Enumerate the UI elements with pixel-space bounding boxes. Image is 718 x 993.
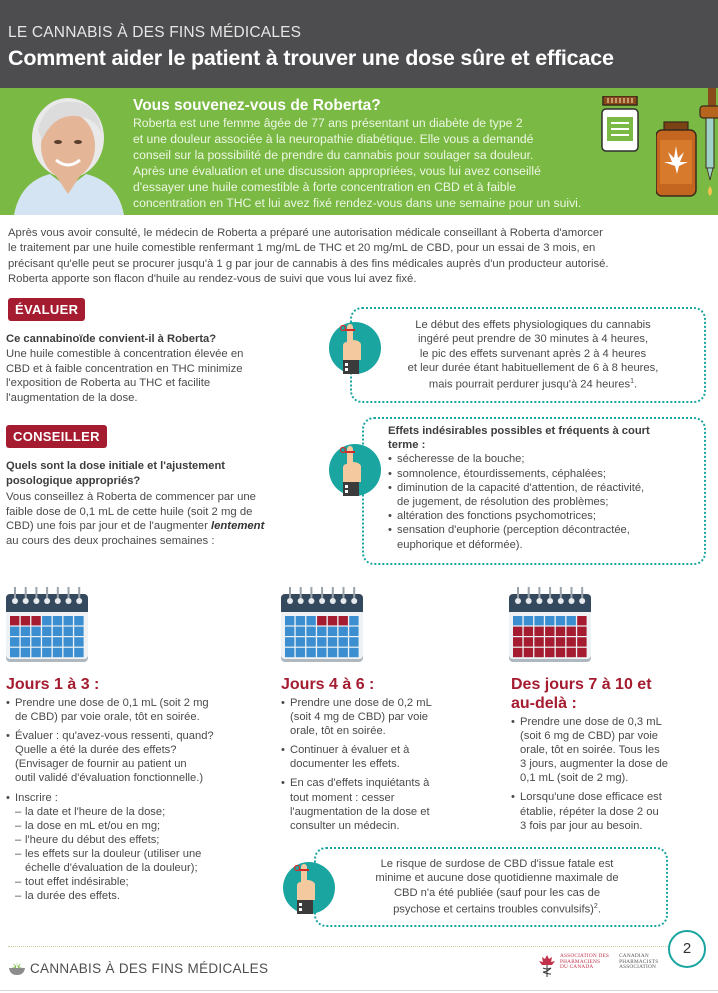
- text-line: orale, tôt en soirée. Tous les: [520, 744, 660, 757]
- calendar-ring-hole: [23, 598, 29, 604]
- calendar-day-cell: [53, 616, 62, 625]
- calendar-ring-hole: [547, 598, 553, 604]
- onset-line-text: mais pourrait perdurer jusqu'à 24 heures: [428, 378, 631, 391]
- calendar-day-cell: [545, 637, 554, 646]
- calendar-ring-hole: [351, 598, 357, 604]
- calendar-day-cell: [317, 637, 326, 646]
- evaluer-line: l'augmentation de la dose.: [6, 391, 138, 404]
- calendar-day-cell: [524, 627, 533, 636]
- conseiller-line: faible dose de 0,1 mL de cette huile (soit 2 mg de: [6, 505, 253, 518]
- header-kicker: LE CANNABIS À DES FINS MÉDICALES: [8, 24, 302, 41]
- instruction-item: [6, 696, 266, 724]
- calendar-day-cell: [513, 616, 522, 625]
- assoc-line: PHARMACISTS: [619, 958, 659, 965]
- text-line: (Envisager de fournir au patient un: [15, 758, 187, 771]
- calendar-day-cell: [42, 616, 51, 625]
- calendar-day-cell: [545, 627, 554, 636]
- text-line: • En cas d'effets inquiétants à: [290, 777, 430, 790]
- text-line: (soit 4 mg de CBD) par voie: [290, 711, 429, 724]
- calendar-days-1-3-icon: [6, 584, 88, 662]
- title-line: Des jours 7 à 10 et: [511, 676, 652, 693]
- calendar-day-cell: [21, 627, 30, 636]
- effect-text: somnolence, étourdissements, céphalées;: [397, 467, 606, 480]
- calendar-ring-hole: [536, 598, 542, 604]
- calendar-day-cell: [31, 648, 40, 657]
- instruction-item: [281, 696, 491, 738]
- calendar-day-cell: [349, 637, 358, 646]
- evaluer-text: [6, 347, 243, 405]
- calendar-day-cell: [567, 627, 576, 636]
- calendar-day-cell: [285, 616, 294, 625]
- record-item: [15, 847, 266, 875]
- calendar-day-cell: [296, 616, 305, 625]
- conseiller-question: [6, 459, 225, 488]
- footnote-ref[interactable]: 1: [630, 378, 634, 386]
- calendar-ring-hole: [319, 598, 325, 604]
- calendar-days-7-plus-icon: [509, 584, 591, 662]
- calendar-header-bottom: [509, 606, 591, 612]
- calendar-ring-hole: [569, 598, 575, 604]
- calendar-day-cell: [513, 627, 522, 636]
- calendar-day-cell: [524, 648, 533, 657]
- calendar-ring-hole: [33, 598, 39, 604]
- calendar-ring-hole: [55, 598, 61, 604]
- calendar-day-cell: [349, 627, 358, 636]
- calendar-day-cell: [285, 627, 294, 636]
- days-1-3-list: [6, 696, 266, 903]
- reminder-finger-icon: [329, 322, 381, 374]
- calendar-day-cell: [545, 648, 554, 657]
- banner-text: [133, 115, 603, 212]
- calendar-day-cell: [296, 648, 305, 657]
- text-line: • Évaluer : qu'avez-vous ressenti, quand?: [15, 730, 214, 743]
- text-line: 3 fois par jour au besoin.: [520, 819, 643, 832]
- text-line: • Inscrire :: [15, 791, 58, 804]
- calendar-day-cell: [556, 616, 565, 625]
- page-number: 2: [668, 930, 706, 968]
- footer-brand: [8, 960, 268, 976]
- onset-line: le pic des effets survenant après 2 à 4 heures: [419, 347, 647, 360]
- mortar-leaf-icon: [8, 960, 26, 976]
- banner-line: Après une évaluation et une discussion appropriées, vous lui avez conseillé: [133, 164, 541, 179]
- text-line: – la date et l'heure de la dose;: [25, 805, 166, 818]
- calendar-day-cell: [317, 648, 326, 657]
- text-line: • Lorsqu'une dose efficace est: [520, 791, 662, 804]
- text-line: • Prendre une dose de 0,3 mL: [520, 716, 662, 728]
- calendar-ring-hole: [66, 598, 72, 604]
- emphasis-lentement: lentement: [210, 520, 265, 533]
- footer-brand-text: CANNABIS À DES FINS MÉDICALES: [30, 960, 269, 976]
- calendar-day-cell: [42, 627, 51, 636]
- assoc-line: PHARMACIENS: [560, 958, 601, 965]
- calendar-day-cell: [567, 616, 576, 625]
- text-line: échelle d'évaluation de la douleur);: [25, 862, 198, 875]
- calendar-day-cell: [74, 637, 83, 646]
- calendar-header-bottom: [281, 606, 363, 612]
- calendar-day-cell: [545, 616, 554, 625]
- record-item: [15, 889, 266, 903]
- calendar-day-cell: [328, 627, 337, 636]
- calendar-ring-hole: [579, 598, 585, 604]
- intro-line: le traitement par une huile comestible renfermant 1 mg/mL de THC et 20 mg/mL de CBD, pour un essai de 3 mois, en: [8, 242, 596, 255]
- record-item: [15, 875, 266, 889]
- text-line: établie, répéter la dose 2 ou: [520, 805, 659, 818]
- calendar-day-cell: [306, 627, 315, 636]
- calendar-ring-hole: [308, 598, 314, 604]
- calendar-day-cell: [306, 637, 315, 646]
- calendar-day-cell: [296, 637, 305, 646]
- calendar-day-cell: [513, 648, 522, 657]
- evaluer-question: Ce cannabinoïde convient-il à Roberta?: [6, 333, 217, 345]
- patient-photo: [6, 90, 128, 215]
- effects-title: Effets indésirables possibles et fréquents à court: [388, 425, 650, 437]
- assoc-line: DU CANADA: [560, 964, 594, 971]
- banner-line: concentration en THC et lui avez fixé rendez-vous dans une semaine pour un suivi.: [133, 196, 582, 211]
- calendar-day-cell: [53, 637, 62, 646]
- conseiller-line: au cours des deux prochaines semaines :: [6, 534, 215, 547]
- calendar-day-cell: [31, 637, 40, 646]
- calendar-ring-hole: [44, 598, 50, 604]
- effect-text: sécheresse de la bouche;: [397, 453, 525, 466]
- calendar-day-cell: [53, 648, 62, 657]
- calendar-ring-hole: [515, 598, 521, 604]
- text-line: l'augmentation de la dose et: [290, 805, 430, 818]
- conseiller-line: [6, 519, 264, 534]
- calendar-days-4-6-icon: [281, 584, 363, 662]
- calendar-day-cell: [534, 627, 543, 636]
- text-line: – la dose en mL et/ou en mg;: [25, 819, 161, 832]
- instruction-item: [511, 790, 711, 832]
- onset-note-text: [388, 318, 678, 392]
- pill-jar-icon: [600, 96, 640, 152]
- calendar-day-cell: [31, 627, 40, 636]
- text-line: • Prendre une dose de 0,1 mL (soit 2 mg: [15, 697, 209, 709]
- effect-text: altération des fonctions psychomotrices;: [397, 510, 596, 523]
- period: .: [597, 903, 601, 916]
- calendar-day-cell: [285, 648, 294, 657]
- calendar-day-cell: [339, 616, 348, 625]
- calendar-day-cell: [42, 637, 51, 646]
- assoc-name-fr: [560, 954, 609, 971]
- days-7-10-list: [511, 715, 711, 838]
- instruction-item: [281, 776, 491, 832]
- effects-list: [388, 424, 708, 552]
- cpha-logo: [538, 954, 658, 978]
- intro-paragraph: [8, 226, 714, 287]
- evaluer-tag: ÉVALUER: [8, 298, 85, 321]
- text-line: (soit 6 mg de CBD) par voie: [520, 730, 659, 743]
- text-line: consulter un médecin.: [290, 819, 400, 832]
- calendar-day-cell: [317, 627, 326, 636]
- calendar-day-cell: [577, 648, 586, 657]
- calendar-day-cell: [534, 648, 543, 657]
- calendar-ring-hole: [76, 598, 82, 604]
- calendar-day-cell: [567, 637, 576, 646]
- intro-line: Roberta apporte son flacon d'huile au rendez-vous de suivi que vous lui avez fixé.: [8, 272, 417, 285]
- calendar-day-cell: [328, 637, 337, 646]
- calendar-day-cell: [339, 627, 348, 636]
- calendar-header-bottom: [6, 606, 88, 612]
- calendar-day-cell: [21, 616, 30, 625]
- cannabis-oil-bottle-icon: [656, 88, 718, 215]
- intro-line: Après vous avoir consulté, le médecin de Roberta a préparé une autorisation médicale conseillant à Roberta d'amorcer: [8, 227, 603, 239]
- effect-item: [388, 523, 708, 551]
- banner-line: et une douleur associée à la neuropathie diabétique. Elle vous a demandé: [133, 132, 534, 147]
- assoc-line: ASSOCIATION: [619, 964, 656, 971]
- evaluer-line: CBD et à faible concentration en THC minimize: [6, 362, 243, 375]
- calendar-day-cell: [567, 648, 576, 657]
- days-4-6-list: [281, 696, 491, 838]
- intro-line: précisant qu'elle peut se procurer jusqu'à 1 g par jour de cannabis à des fins médicales auprès d'un producteur autorisé.: [8, 257, 609, 270]
- calendar-day-cell: [524, 616, 533, 625]
- roberta-banner: [0, 88, 718, 215]
- onset-line: ingéré peut prendre de 30 minutes à 4 heures,: [417, 333, 649, 346]
- maple-caduceus-icon: [538, 954, 556, 978]
- calendar-day-cell: [53, 627, 62, 636]
- overdose-line: [342, 900, 652, 917]
- record-item: [15, 833, 266, 847]
- calendar-day-cell: [339, 637, 348, 646]
- calendar-day-cell: [296, 627, 305, 636]
- calendar-day-cell: [10, 637, 19, 646]
- conseiller-question-line: posologique appropriés?: [6, 474, 141, 487]
- calendar-day-cell: [556, 627, 565, 636]
- calendar-day-cell: [42, 648, 51, 657]
- calendar-day-cell: [21, 648, 30, 657]
- text-line: 0,1 mL (soit de 2 mg).: [520, 772, 629, 785]
- effect-item: [388, 481, 708, 509]
- assoc-line: CANADIAN: [619, 953, 649, 959]
- days-4-6-title: Jours 4 à 6 :: [281, 676, 375, 693]
- calendar-day-cell: [64, 627, 73, 636]
- banner-title: Vous souvenez-vous de Roberta?: [133, 97, 381, 114]
- calendar-day-cell: [349, 648, 358, 657]
- text-line: – les effets sur la douleur (utiliser une: [25, 847, 202, 860]
- calendar-ring-hole: [12, 598, 18, 604]
- calendar-day-cell: [577, 637, 586, 646]
- text-line: de CBD) par voie orale, tôt en soirée.: [15, 711, 200, 724]
- overdose-line: CBD n'a été publiée (sauf pour les cas de: [393, 886, 601, 899]
- calendar-day-cell: [524, 637, 533, 646]
- record-item: [15, 805, 266, 819]
- banner-line: Roberta est une femme âgée de 77 ans présentant un diabète de type 2: [133, 116, 523, 130]
- calendar-day-cell: [534, 637, 543, 646]
- calendar-ring-hole: [558, 598, 564, 604]
- evaluer-line: Une huile comestible à concentration élevée en: [6, 348, 244, 360]
- conseiller-text: [6, 490, 264, 548]
- conseiller-question-line: Quels sont la dose initiale et l'ajustement: [6, 460, 226, 472]
- calendar-day-cell: [339, 648, 348, 657]
- title-line: au-delà :: [511, 695, 577, 712]
- conseiller-line: Vous conseillez à Roberta de commencer par une: [6, 491, 256, 503]
- calendar-ring-hole: [526, 598, 532, 604]
- overdose-note-text: [342, 857, 652, 917]
- text-line: – tout effet indésirable;: [25, 876, 129, 889]
- calendar-day-cell: [328, 648, 337, 657]
- overdose-line: Le risque de surdose de CBD d'issue fatale est: [380, 858, 614, 870]
- text-line: documenter les effets.: [290, 758, 400, 771]
- record-sublist: [6, 805, 266, 904]
- calendar-day-cell: [349, 616, 358, 625]
- calendar-ring-hole: [287, 598, 293, 604]
- calendar-day-cell: [306, 616, 315, 625]
- instruction-item: [281, 743, 491, 771]
- calendar-day-cell: [306, 648, 315, 657]
- page-header: [0, 0, 718, 88]
- effects-title: terme :: [388, 439, 426, 452]
- evaluer-line: l'exposition de Roberta au THC et facilite: [6, 377, 211, 390]
- calendar-day-cell: [74, 648, 83, 657]
- calendar-day-cell: [328, 616, 337, 625]
- text-line: tout moment : cesser: [290, 791, 395, 804]
- banner-line: conseil sur la possibilité de prendre du cannabis pour soulager sa douleur.: [133, 148, 534, 163]
- calendar-ring-hole: [330, 598, 336, 604]
- text-line: – l'heure du début des effets;: [25, 833, 160, 846]
- effect-text: de jugement, de résolution des problèmes;: [397, 496, 609, 509]
- period: .: [633, 378, 638, 391]
- effect-item: [388, 452, 708, 466]
- conseiller-tag: CONSEILLER: [6, 425, 107, 448]
- calendar-day-cell: [10, 627, 19, 636]
- calendar-day-cell: [556, 637, 565, 646]
- conseiller-line-text: CBD) une fois par jour et de l'augmenter: [6, 520, 211, 533]
- text-line: – la durée des effets.: [25, 890, 120, 903]
- text-line: 3 jours, augmenter la dose de: [520, 758, 669, 771]
- calendar-day-cell: [534, 616, 543, 625]
- calendar-day-cell: [64, 648, 73, 657]
- calendar-day-cell: [64, 616, 73, 625]
- overdose-line: minime et aucune dose quotidienne maximale de: [375, 872, 619, 885]
- text-line: • Continuer à évaluer et à: [290, 744, 410, 757]
- calendar-day-cell: [21, 637, 30, 646]
- reminder-finger-icon: [283, 862, 335, 914]
- instruction-item: [511, 715, 711, 785]
- page-title: Comment aider le patient à trouver une dose sûre et efficace: [8, 46, 614, 70]
- banner-line: d'essayer une huile comestible à forte concentration en CBD et à faible: [133, 180, 517, 195]
- calendar-day-cell: [74, 627, 83, 636]
- instruction-item: [6, 729, 266, 785]
- effect-text: euphorique et déformée).: [397, 538, 523, 551]
- days-1-3-title: Jours 1 à 3 :: [6, 676, 100, 693]
- calendar-day-cell: [317, 616, 326, 625]
- calendar-day-cell: [577, 616, 586, 625]
- onset-line: [388, 375, 678, 392]
- calendar-ring-hole: [298, 598, 304, 604]
- days-7-10-title: [511, 675, 652, 713]
- calendar-day-cell: [31, 616, 40, 625]
- onset-line: Le début des effets physiologiques du cannabis: [415, 319, 651, 331]
- effect-item: [388, 467, 708, 481]
- calendar-day-cell: [577, 627, 586, 636]
- calendar-day-cell: [10, 616, 19, 625]
- reminder-finger-icon: [329, 444, 381, 496]
- calendar-day-cell: [285, 637, 294, 646]
- assoc-name-en: [619, 954, 658, 971]
- effect-text: • sensation d'euphorie (perception décontractée,: [397, 524, 630, 537]
- text-line: • Prendre une dose de 0,2 mL: [290, 697, 432, 709]
- calendar-day-cell: [556, 648, 565, 657]
- onset-line: et leur durée étant habituellement de 6 à 8 heures,: [407, 361, 659, 374]
- instruction-item: [6, 791, 266, 805]
- calendar-day-cell: [64, 637, 73, 646]
- assoc-line: ASSOCIATION DES: [560, 953, 610, 959]
- calendar-day-cell: [10, 648, 19, 657]
- footer-divider: [8, 946, 668, 947]
- bottom-border: [0, 990, 718, 991]
- text-line: outil validé d'évaluation fonctionnelle.): [15, 772, 204, 785]
- calendar-ring-hole: [341, 598, 347, 604]
- record-item: [15, 819, 266, 833]
- text-line: Quelle a été la durée des effets?: [15, 744, 177, 757]
- calendar-day-cell: [74, 616, 83, 625]
- effect-text: • diminution de la capacité d'attention, de réactivité,: [397, 481, 645, 494]
- overdose-line-text: psychose et certains troubles convulsifs): [393, 903, 594, 916]
- effect-item: [388, 509, 708, 523]
- text-line: orale, tôt en soirée.: [290, 725, 386, 738]
- calendar-day-cell: [513, 637, 522, 646]
- footnote-ref[interactable]: 2: [593, 902, 598, 910]
